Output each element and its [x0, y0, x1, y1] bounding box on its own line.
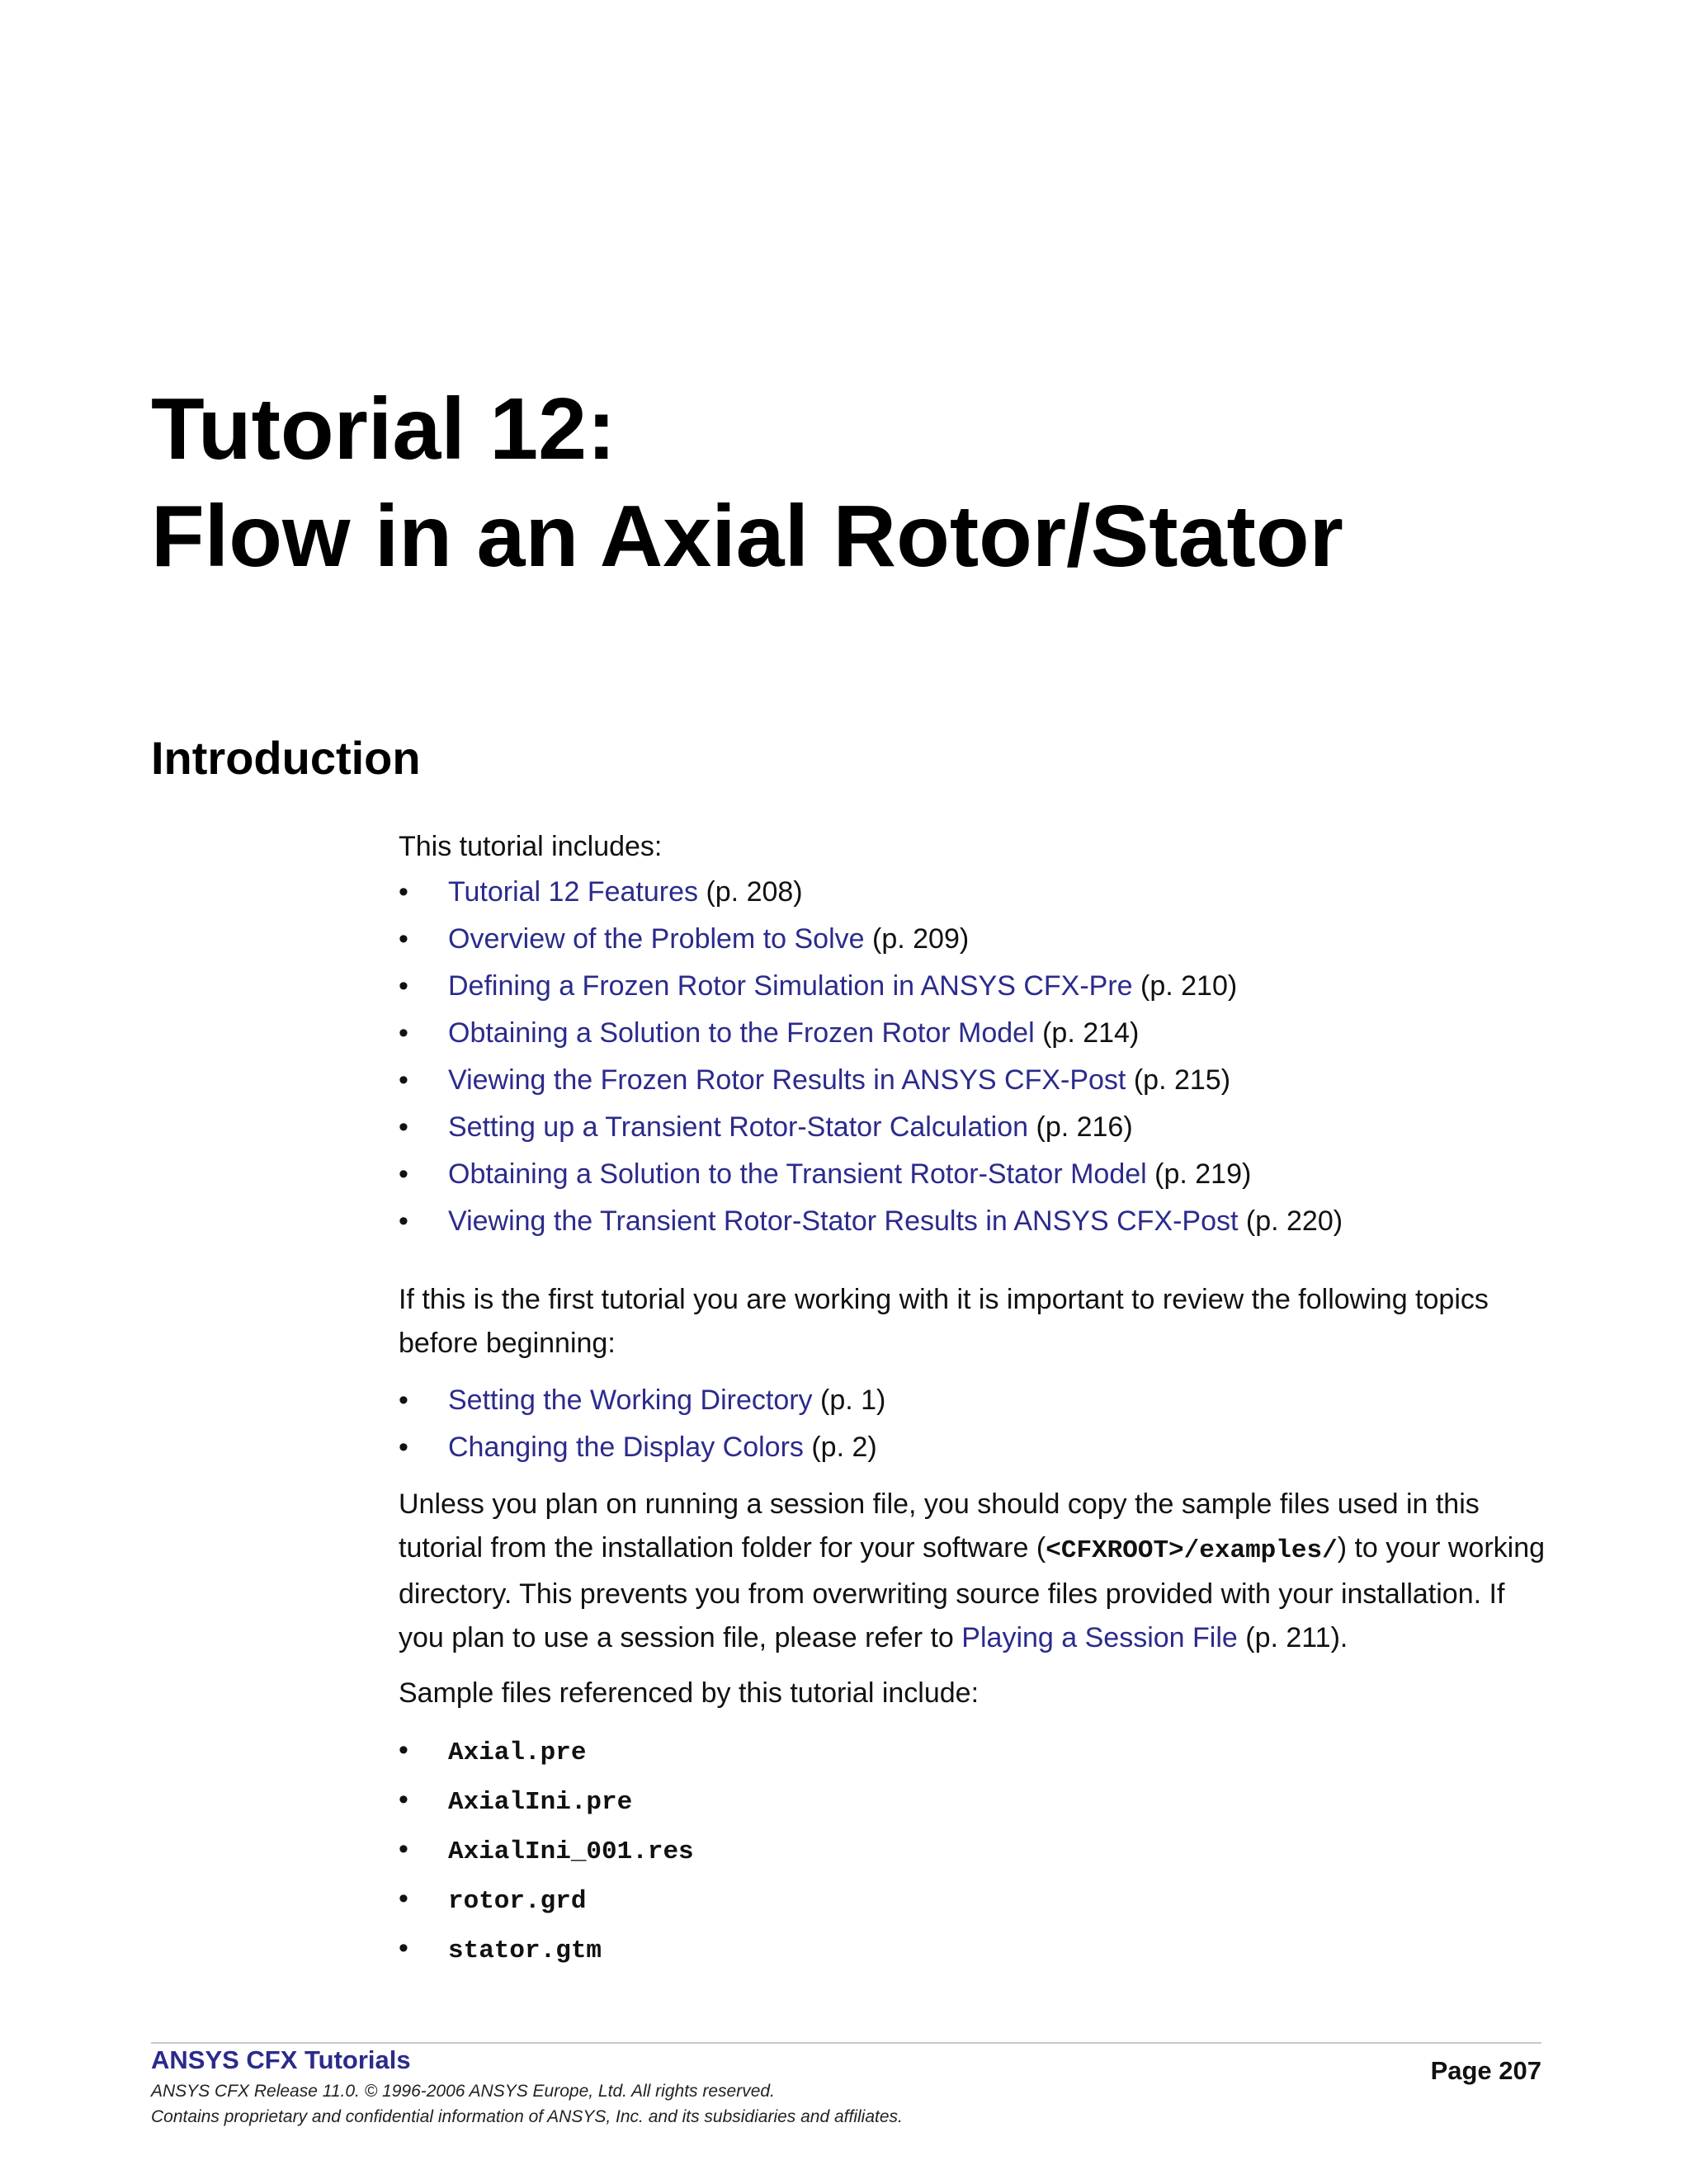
page-title — [151, 375, 1343, 590]
list-item — [399, 1727, 1554, 1776]
examples-path: <CFXROOT>/examples/ — [1046, 1536, 1338, 1565]
list-item — [399, 1776, 1554, 1826]
page-ref: (p. 209) — [864, 923, 970, 955]
spacer — [399, 1660, 1554, 1672]
link-working-directory[interactable]: Setting the Working Directory — [448, 1384, 813, 1416]
bullet: • — [399, 923, 408, 955]
list-item — [399, 1057, 1554, 1104]
copy-text-2: ) to your working directory. This prevents you from overwriting source files provided with your installation. If you plan to use a session file, please refer to — [399, 1532, 1546, 1653]
copy-text-3: (p. 211). — [1237, 1622, 1348, 1653]
file-name: AxialIni.pre — [448, 1788, 633, 1817]
bullet: • — [399, 1158, 408, 1190]
page-ref: (p. 219) — [1146, 1158, 1252, 1190]
page-ref: (p. 215) — [1126, 1064, 1231, 1096]
list-item — [399, 1377, 1554, 1424]
bullet: • — [399, 1734, 408, 1766]
page-ref: (p. 210) — [1132, 970, 1238, 1002]
copy-text-1: Unless you plan on running a session file, you should copy the sample files used in this tutorial from the installation folder for your software ( — [399, 1488, 1480, 1564]
bullet: • — [399, 1064, 408, 1096]
link-transient-results[interactable]: Viewing the Transient Rotor-Stator Results in ANSYS CFX-Post — [448, 1205, 1239, 1237]
prerequisite-list — [399, 1377, 1554, 1471]
bullet: • — [399, 1932, 408, 1964]
page-ref: (p. 208) — [698, 876, 803, 908]
file-name: stator.gtm — [448, 1936, 602, 1965]
link-overview[interactable]: Overview of the Problem to Solve — [448, 923, 865, 955]
bullet: • — [399, 1205, 408, 1237]
list-item — [399, 869, 1554, 916]
list-item — [399, 1151, 1554, 1198]
list-item — [399, 963, 1554, 1010]
link-solution-frozen-rotor[interactable]: Obtaining a Solution to the Frozen Rotor Model — [448, 1017, 1035, 1049]
list-item — [399, 1104, 1554, 1151]
page-ref: (p. 1) — [812, 1384, 886, 1416]
title-line-2: Flow in an Axial Rotor/Stator — [151, 488, 1343, 585]
list-item — [399, 1826, 1554, 1875]
link-playing-session-file[interactable]: Playing a Session File — [961, 1622, 1238, 1653]
link-viewing-frozen-rotor[interactable]: Viewing the Frozen Rotor Results in ANSYS CFX-Post — [448, 1064, 1126, 1096]
page-ref: (p. 2) — [803, 1432, 877, 1463]
sample-files-list — [399, 1727, 1554, 1974]
page-number: Page 207 — [1430, 2056, 1541, 2085]
list-item — [399, 1198, 1554, 1245]
list-item — [399, 1010, 1554, 1057]
section-heading: Introduction — [151, 732, 421, 784]
bullet: • — [399, 1111, 408, 1143]
body-content — [399, 825, 1554, 1974]
spacer — [399, 1715, 1554, 1727]
list-item — [399, 1925, 1554, 1974]
file-name: Axial.pre — [448, 1738, 587, 1767]
link-tutorial-features[interactable]: Tutorial 12 Features — [448, 876, 698, 908]
contents-list — [399, 869, 1554, 1245]
list-item — [399, 1875, 1554, 1925]
bullet: • — [399, 1017, 408, 1049]
first-tutorial-text: If this is the first tutorial you are working with it is important to review the following topics before beginning: — [399, 1284, 1489, 1359]
link-display-colors[interactable]: Changing the Display Colors — [448, 1432, 804, 1463]
link-defining-frozen-rotor[interactable]: Defining a Frozen Rotor Simulation in ANSYS CFX-Pre — [448, 970, 1133, 1002]
copy-paragraph — [399, 1483, 1554, 1660]
bullet: • — [399, 876, 408, 908]
footer-title: ANSYS CFX Tutorials — [151, 2045, 411, 2074]
file-name: AxialIni_001.res — [448, 1837, 694, 1866]
spacer — [399, 1471, 1554, 1483]
file-name: rotor.grd — [448, 1887, 587, 1916]
list-item — [399, 916, 1554, 963]
footer-confidential: Contains proprietary and confidential information of ANSYS, Inc. and its subsidiaries and affiliates. — [151, 2107, 903, 2126]
spacer — [399, 1245, 1554, 1278]
bullet: • — [399, 1883, 408, 1914]
page-ref: (p. 220) — [1238, 1205, 1343, 1237]
spacer — [399, 1366, 1554, 1377]
link-transient-setup[interactable]: Setting up a Transient Rotor-Stator Calculation — [448, 1111, 1029, 1143]
bullet: • — [399, 1784, 408, 1815]
bullet: • — [399, 970, 408, 1002]
intro-lead: This tutorial includes: — [399, 831, 663, 862]
page-ref: (p. 214) — [1034, 1017, 1140, 1049]
link-transient-solution[interactable]: Obtaining a Solution to the Transient Rotor-Stator Model — [448, 1158, 1147, 1190]
title-line-1: Tutorial 12: — [151, 380, 616, 478]
bullet: • — [399, 1833, 408, 1865]
sample-files-lead: Sample files referenced by this tutorial include: — [399, 1677, 980, 1709]
bullet: • — [399, 1432, 408, 1463]
footer-copyright: ANSYS CFX Release 11.0. © 1996-2006 ANSYS Europe, Ltd. All rights reserved. — [151, 2082, 775, 2101]
list-item — [399, 1424, 1554, 1471]
page-ref: (p. 216) — [1028, 1111, 1133, 1143]
bullet: • — [399, 1384, 408, 1416]
